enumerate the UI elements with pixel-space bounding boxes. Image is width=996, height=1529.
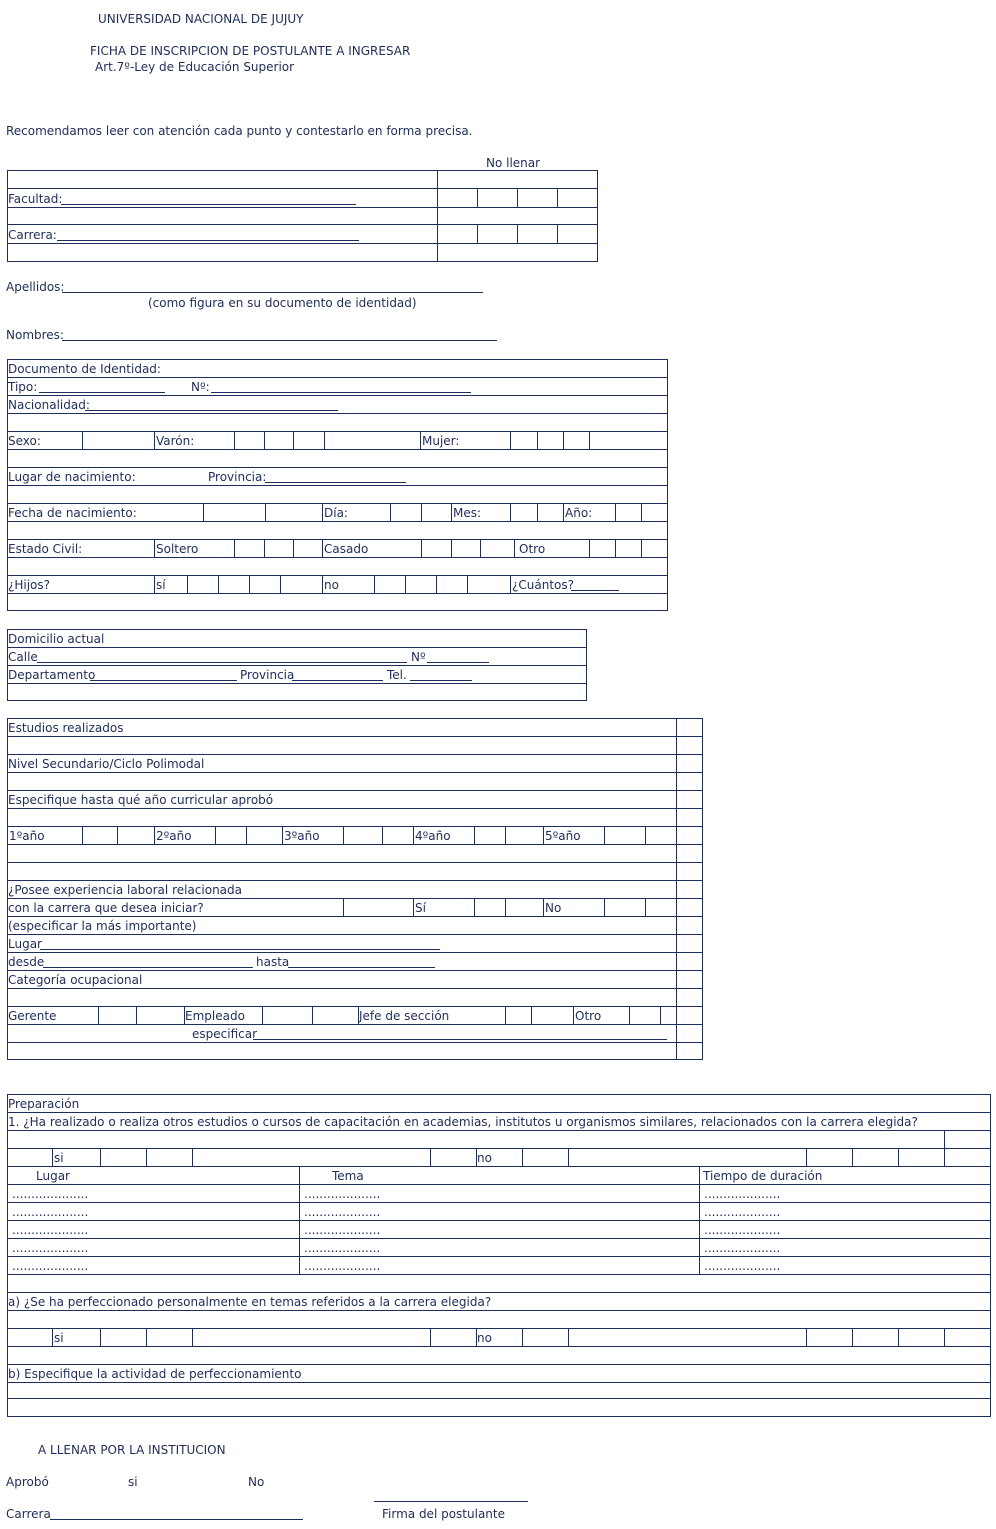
- divider: [7, 539, 668, 540]
- divider: [192, 1148, 193, 1166]
- cuantos-field[interactable]: [571, 590, 619, 591]
- divider: [215, 826, 216, 844]
- divider: [898, 1328, 899, 1346]
- divider: [234, 539, 235, 557]
- divider: [265, 503, 266, 521]
- preparacion-si-option[interactable]: si: [54, 1151, 64, 1165]
- departamento-field[interactable]: [90, 680, 237, 681]
- divider: [421, 539, 422, 557]
- especificar-importante-label: (especificar la más importante): [8, 919, 197, 933]
- divider: [7, 485, 668, 486]
- lugar-label: Lugar: [8, 937, 42, 951]
- divider: [413, 898, 414, 916]
- divider: [343, 826, 344, 844]
- divider: [7, 188, 598, 189]
- divider: [604, 826, 605, 844]
- divider: [7, 1024, 703, 1025]
- table-row[interactable]: ....................: [12, 1205, 89, 1219]
- divider: [7, 593, 668, 594]
- divider: [517, 224, 518, 243]
- divider: [7, 826, 703, 827]
- anio-3-option[interactable]: 3ºaño: [284, 829, 320, 843]
- divider: [146, 1148, 147, 1166]
- apellidos-label: Apellidos:: [6, 280, 65, 294]
- divider: [421, 503, 422, 521]
- table-row[interactable]: ....................: [704, 1241, 781, 1255]
- divider: [641, 539, 642, 557]
- divider: [573, 1006, 574, 1024]
- divider: [192, 1328, 193, 1346]
- table-row[interactable]: ....................: [12, 1259, 89, 1273]
- divider: [7, 1382, 991, 1383]
- divider: [293, 539, 294, 557]
- divider: [7, 934, 703, 935]
- divider: [293, 431, 294, 449]
- casado-option[interactable]: Casado: [324, 542, 369, 556]
- anio-2-option[interactable]: 2ºaño: [156, 829, 192, 843]
- perfeccionado-si-option[interactable]: si: [54, 1331, 64, 1345]
- divider: [374, 575, 375, 593]
- hasta-label: hasta: [256, 955, 290, 969]
- divider: [136, 1006, 137, 1024]
- carrera-field[interactable]: [57, 240, 359, 241]
- divider: [413, 826, 414, 844]
- preparacion-label: Preparación: [8, 1097, 80, 1111]
- divider: [467, 575, 468, 593]
- domicilio-label: Domicilio actual: [8, 632, 105, 646]
- divider: [52, 1328, 53, 1346]
- desde-label: desde: [8, 955, 45, 969]
- footer-carrera-field[interactable]: [50, 1519, 303, 1520]
- experiencia-no-option[interactable]: No: [545, 901, 562, 915]
- tel-field[interactable]: [410, 680, 472, 681]
- divider: [510, 431, 511, 449]
- soltero-option[interactable]: Soltero: [156, 542, 199, 556]
- divider: [7, 449, 668, 450]
- experiencia-label-2: con la carrera que desea iniciar?: [8, 901, 204, 915]
- divider: [7, 880, 703, 881]
- divider: [117, 826, 118, 844]
- divider: [641, 503, 642, 521]
- table-row[interactable]: ....................: [704, 1259, 781, 1273]
- provincia-label: Provincia:: [208, 470, 267, 484]
- divider: [322, 575, 323, 593]
- divider: [806, 1328, 807, 1346]
- table-row[interactable]: ....................: [304, 1223, 381, 1237]
- divider: [7, 808, 703, 809]
- hijos-si-option[interactable]: sí: [156, 578, 166, 592]
- mes-label: Mes:: [453, 506, 482, 520]
- provincia-field[interactable]: [265, 482, 406, 483]
- divider: [7, 557, 668, 558]
- divider: [7, 224, 598, 225]
- divider: [645, 826, 646, 844]
- estado-civil-label: Estado Civil:: [8, 542, 83, 556]
- tipo-field[interactable]: [39, 392, 165, 393]
- divider: [7, 1042, 703, 1043]
- carrera-label: Carrera:: [8, 228, 57, 242]
- table-row[interactable]: ....................: [304, 1259, 381, 1273]
- col-lugar: Lugar: [36, 1169, 70, 1183]
- table-row[interactable]: ....................: [304, 1205, 381, 1219]
- pregunta-b: b) Especifique la actividad de perfeccionamiento: [8, 1367, 302, 1381]
- cuantos-label: ¿Cuántos?: [512, 578, 574, 592]
- divider: [436, 575, 437, 593]
- divider: [282, 826, 283, 844]
- divider: [7, 413, 668, 414]
- divider: [7, 1130, 991, 1131]
- table-row[interactable]: ....................: [12, 1241, 89, 1255]
- divider: [451, 539, 452, 557]
- divider: [563, 431, 564, 449]
- divider: [324, 431, 325, 449]
- divider: [474, 826, 475, 844]
- divider: [505, 898, 506, 916]
- divider: [589, 431, 590, 449]
- divider: [405, 575, 406, 593]
- table-row[interactable]: ....................: [704, 1223, 781, 1237]
- divider: [806, 1148, 807, 1166]
- divider: [7, 916, 703, 917]
- divider: [7, 665, 587, 666]
- divider: [154, 575, 155, 593]
- divider: [218, 575, 219, 593]
- divider: [7, 1328, 991, 1329]
- divider: [7, 988, 703, 989]
- sexo-label: Sexo:: [8, 434, 41, 448]
- table-row[interactable]: ....................: [704, 1205, 781, 1219]
- fecha-nacimiento-label: Fecha de nacimiento:: [8, 506, 137, 520]
- divider: [660, 1006, 661, 1024]
- aprobo-label: Aprobó: [6, 1475, 49, 1489]
- otro-categoria-option[interactable]: Otro: [575, 1009, 602, 1023]
- documento-label: Documento de Identidad:: [8, 362, 161, 376]
- nivel-secundario-label: Nivel Secundario/Ciclo Polimodal: [8, 757, 205, 771]
- experiencia-si-option[interactable]: Sí: [415, 901, 426, 915]
- domicilio-provincia-field[interactable]: [292, 680, 383, 681]
- divider: [100, 1328, 101, 1346]
- domicilio-provincia-label: Provincia: [240, 668, 295, 682]
- divider: [557, 188, 558, 207]
- divider: [531, 1006, 532, 1024]
- perfeccionado-no-option[interactable]: no: [477, 1331, 492, 1345]
- divider: [382, 826, 383, 844]
- divider: [522, 1328, 523, 1346]
- dia-label: Día:: [324, 506, 348, 520]
- divider: [7, 1292, 991, 1293]
- table-row[interactable]: ....................: [704, 1187, 781, 1201]
- divider: [7, 1398, 991, 1399]
- divider: [514, 539, 515, 557]
- footer-carrera-label: Carrera: [6, 1507, 51, 1521]
- divider: [7, 647, 587, 648]
- divider: [7, 1364, 991, 1365]
- desde-field[interactable]: [43, 967, 253, 968]
- divider: [699, 1166, 700, 1274]
- categoria-label: Categoría ocupacional: [8, 973, 143, 987]
- divider: [7, 1006, 703, 1007]
- divider: [299, 1166, 300, 1274]
- divider: [474, 898, 475, 916]
- divider: [154, 431, 155, 449]
- divider: [52, 1148, 53, 1166]
- divider: [7, 970, 703, 971]
- divider: [312, 1006, 313, 1024]
- table-row[interactable]: ....................: [12, 1187, 89, 1201]
- divider: [7, 377, 668, 378]
- table-row[interactable]: ....................: [304, 1241, 381, 1255]
- facultad-box: [7, 170, 598, 262]
- divider: [615, 503, 616, 521]
- especificar-label: especificar: [192, 1027, 258, 1041]
- otro-option[interactable]: Otro: [519, 542, 546, 556]
- divider: [477, 188, 478, 207]
- firma-label: Firma del postulante: [382, 1507, 505, 1521]
- anio-1-option[interactable]: 1ºaño: [9, 829, 45, 843]
- divider: [7, 1184, 991, 1185]
- lugar-field[interactable]: [40, 949, 440, 950]
- divider: [543, 898, 544, 916]
- estudios-label: Estudios realizados: [8, 721, 124, 735]
- divider: [944, 1328, 945, 1346]
- form-title: FICHA DE INSCRIPCION DE POSTULANTE A INGRESAR: [90, 44, 411, 58]
- divider: [420, 431, 421, 449]
- table-row[interactable]: ....................: [304, 1187, 381, 1201]
- anio-label: Año:: [565, 506, 593, 520]
- divider: [7, 844, 703, 845]
- facultad-field[interactable]: [61, 204, 356, 205]
- hijos-label: ¿Hijos?: [8, 578, 51, 592]
- gerente-option[interactable]: Gerente: [8, 1009, 57, 1023]
- divider: [322, 539, 323, 557]
- divider: [7, 898, 703, 899]
- divider: [537, 431, 538, 449]
- divider: [7, 431, 668, 432]
- calle-numero-field[interactable]: [427, 662, 489, 663]
- departamento-label: Departamento: [8, 668, 96, 682]
- divider: [517, 188, 518, 207]
- aprobo-no-option[interactable]: No: [248, 1475, 265, 1489]
- divider: [7, 243, 598, 244]
- divider: [898, 1148, 899, 1166]
- divider: [7, 503, 668, 504]
- nombres-label: Nombres:: [6, 328, 64, 342]
- divider: [510, 575, 511, 593]
- mujer-option[interactable]: Mujer:: [422, 434, 460, 448]
- experiencia-label: ¿Posee experiencia laboral relacionada: [8, 883, 243, 897]
- anio-4-option[interactable]: 4ºaño: [415, 829, 451, 843]
- divider: [262, 1006, 263, 1024]
- anio-curricular-label: Especifique hasta qué año curricular aprobó: [8, 793, 274, 807]
- col-tema: Tema: [332, 1169, 364, 1183]
- calle-label: Calle: [8, 650, 38, 664]
- divider: [480, 539, 481, 557]
- divider: [7, 1256, 991, 1257]
- instructions: Recomendamos leer con atención cada punto y contestarlo en forma precisa.: [6, 124, 473, 138]
- no-llenar-label: No llenar: [486, 156, 541, 170]
- divider: [437, 170, 438, 262]
- pregunta-1: 1. ¿Ha realizado o realiza otros estudios o cursos de capacitación en academias, institutos u organismos similares, relacionados con la carrera elegida?: [8, 1115, 918, 1129]
- divider: [246, 826, 247, 844]
- calle-numero-label: Nº: [411, 650, 426, 664]
- divider: [7, 1112, 991, 1113]
- divider: [343, 898, 344, 916]
- divider: [676, 718, 677, 1060]
- divider: [430, 1148, 431, 1166]
- divider: [264, 431, 265, 449]
- divider: [852, 1148, 853, 1166]
- divider: [7, 467, 668, 468]
- nombres-field[interactable]: [62, 340, 497, 341]
- jefe-seccion-option[interactable]: Jefe de sección: [359, 1009, 450, 1023]
- divider: [390, 503, 391, 521]
- divider: [7, 1274, 991, 1275]
- form-subtitle: Art.7º-Ley de Educación Superior: [95, 60, 295, 74]
- divider: [322, 503, 323, 521]
- apellidos-field[interactable]: [62, 292, 483, 293]
- divider: [522, 1148, 523, 1166]
- divider: [568, 1328, 569, 1346]
- divider: [505, 826, 506, 844]
- divider: [7, 754, 703, 755]
- divider: [505, 1006, 506, 1024]
- divider: [249, 575, 250, 593]
- divider: [543, 826, 544, 844]
- divider: [98, 1006, 99, 1024]
- divider: [7, 575, 668, 576]
- hijos-no-option[interactable]: no: [324, 578, 339, 592]
- aprobo-si-option[interactable]: si: [128, 1475, 138, 1489]
- nacionalidad-field[interactable]: [85, 410, 338, 411]
- divider: [7, 1166, 991, 1167]
- apellidos-hint: (como figura en su documento de identidad): [148, 296, 417, 310]
- divider: [7, 772, 703, 773]
- table-row[interactable]: ....................: [12, 1223, 89, 1237]
- divider: [537, 503, 538, 521]
- divider: [7, 736, 703, 737]
- numero-field[interactable]: [211, 392, 471, 393]
- divider: [7, 207, 598, 208]
- empleado-option[interactable]: Empleado: [185, 1009, 245, 1023]
- especificar-field[interactable]: [253, 1039, 667, 1040]
- divider: [7, 1202, 991, 1203]
- divider: [645, 898, 646, 916]
- firma-line[interactable]: [374, 1501, 528, 1502]
- divider: [629, 1006, 630, 1024]
- divider: [280, 575, 281, 593]
- hasta-field[interactable]: [288, 967, 435, 968]
- divider: [7, 395, 668, 396]
- divider: [7, 952, 703, 953]
- divider: [146, 1328, 147, 1346]
- institucion-label: A LLENAR POR LA INSTITUCION: [38, 1443, 226, 1457]
- tel-label: Tel.: [387, 668, 407, 682]
- preparacion-no-option[interactable]: no: [477, 1151, 492, 1165]
- numero-label: Nº:: [191, 380, 210, 394]
- pregunta-a: a) ¿Se ha perfeccionado personalmente en temas referidos a la carrera elegida?: [8, 1295, 492, 1309]
- divider: [100, 1148, 101, 1166]
- divider: [557, 224, 558, 243]
- lugar-nacimiento-label: Lugar de nacimiento:: [8, 470, 136, 484]
- divider: [7, 790, 703, 791]
- divider: [451, 503, 452, 521]
- divider: [7, 521, 668, 522]
- nacionalidad-label: Nacionalidad:: [8, 398, 90, 412]
- divider: [510, 503, 511, 521]
- calle-field[interactable]: [37, 662, 407, 663]
- divider: [7, 1310, 991, 1311]
- divider: [604, 898, 605, 916]
- divider: [7, 862, 703, 863]
- anio-5-option[interactable]: 5ºaño: [545, 829, 581, 843]
- tipo-label: Tipo:: [8, 380, 38, 394]
- divider: [154, 826, 155, 844]
- facultad-label: Facultad:: [8, 192, 63, 206]
- divider: [568, 1148, 569, 1166]
- divider: [7, 1220, 991, 1221]
- divider: [852, 1328, 853, 1346]
- divider: [7, 1238, 991, 1239]
- divider: [7, 683, 587, 684]
- divider: [430, 1328, 431, 1346]
- divider: [477, 224, 478, 243]
- divider: [234, 431, 235, 449]
- divider: [563, 503, 564, 521]
- divider: [615, 539, 616, 557]
- divider: [82, 826, 83, 844]
- divider: [7, 1346, 991, 1347]
- divider: [944, 1130, 945, 1166]
- divider: [187, 575, 188, 593]
- varon-option[interactable]: Varón:: [156, 434, 195, 448]
- divider: [264, 539, 265, 557]
- divider: [589, 539, 590, 557]
- divider: [203, 503, 204, 521]
- university-name: UNIVERSIDAD NACIONAL DE JUJUY: [98, 12, 304, 26]
- divider: [7, 1148, 991, 1149]
- divider: [154, 539, 155, 557]
- divider: [82, 431, 83, 449]
- col-tiempo: Tiempo de duración: [703, 1169, 823, 1183]
